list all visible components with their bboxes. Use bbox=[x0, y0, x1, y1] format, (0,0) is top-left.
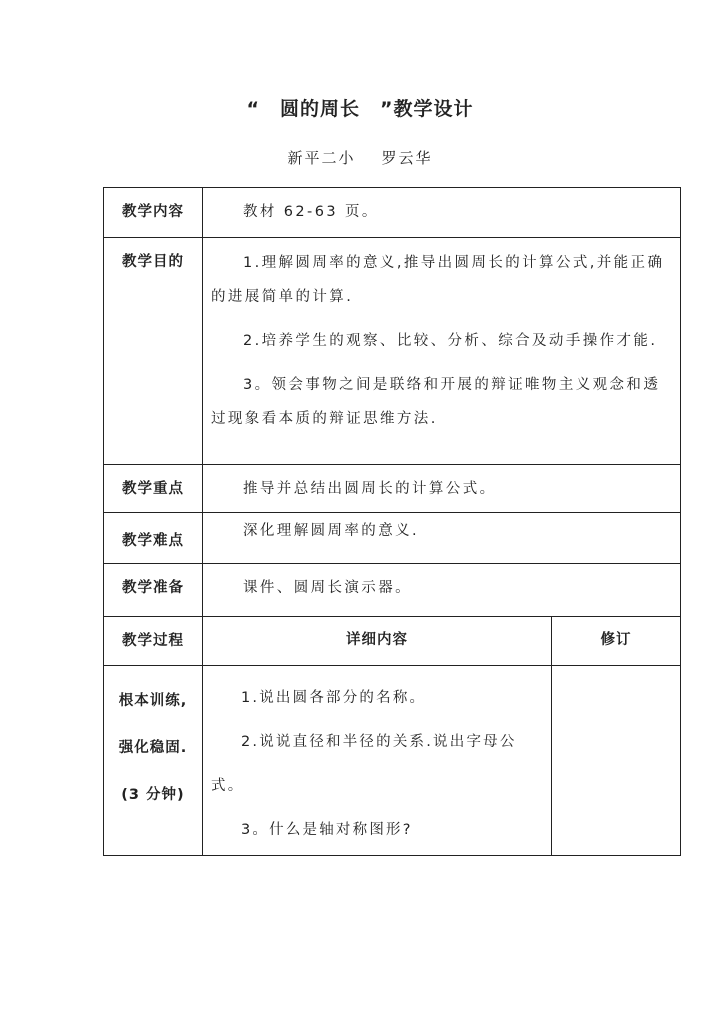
header-detail: 详细内容 bbox=[203, 617, 552, 666]
title-open-quote: “ bbox=[246, 98, 260, 120]
stage-content bbox=[203, 666, 552, 856]
document-title bbox=[0, 94, 720, 121]
goal-item: 3。领会事物之间是联络和开展的辩证唯物主义观念和透过现象看本质的辩证思维方法. bbox=[211, 377, 661, 427]
stage-item: 2.说说直径和半径的关系.说出字母公式。 bbox=[211, 734, 517, 794]
stage-revise bbox=[552, 666, 681, 856]
row-preparation bbox=[104, 564, 681, 617]
value-preparation: 课件、圆周长演示器。 bbox=[203, 564, 681, 617]
stage-item: 3。什么是轴对称图形? bbox=[241, 822, 413, 838]
value-teaching-content: 教材 62-63 页。 bbox=[203, 188, 681, 238]
label-difficulty: 教学难点 bbox=[104, 513, 203, 564]
label-process: 教学过程 bbox=[104, 617, 203, 666]
school-name: 新平二小 bbox=[287, 149, 356, 167]
row-key-point bbox=[104, 465, 681, 513]
row-teaching-content bbox=[104, 188, 681, 238]
stage-item: 1.说出圆各部分的名称。 bbox=[241, 690, 427, 706]
goal-item: 1.理解圆周率的意义,推导出圆周长的计算公式,并能正确的进展简单的计算. bbox=[211, 255, 665, 305]
label-key-point: 教学重点 bbox=[104, 465, 203, 513]
goal-item: 2.培养学生的观察、比较、分析、综合及动手操作才能. bbox=[243, 333, 658, 349]
value-teaching-goal bbox=[203, 238, 681, 465]
header-revise: 修订 bbox=[552, 617, 681, 666]
value-key-point: 推导并总结出圆周长的计算公式。 bbox=[203, 465, 681, 513]
value-difficulty: 深化理解圆周率的意义. bbox=[203, 513, 681, 564]
label-teaching-goal: 教学目的 bbox=[104, 238, 203, 465]
label-preparation: 教学准备 bbox=[104, 564, 203, 617]
label-teaching-content: 教学内容 bbox=[104, 188, 203, 238]
row-process-stage bbox=[104, 666, 681, 856]
lesson-plan-table bbox=[103, 187, 681, 856]
teacher-name: 罗云华 bbox=[381, 149, 433, 167]
title-main: 圆的周长 bbox=[279, 98, 360, 120]
title-suffix: ”教学设计 bbox=[380, 98, 474, 120]
row-difficulty bbox=[104, 513, 681, 564]
row-teaching-goal bbox=[104, 238, 681, 465]
author-line bbox=[0, 147, 720, 168]
stage-label: 根本训练, 强化稳固. (3 分钟) bbox=[104, 666, 203, 856]
row-process-header bbox=[104, 617, 681, 666]
